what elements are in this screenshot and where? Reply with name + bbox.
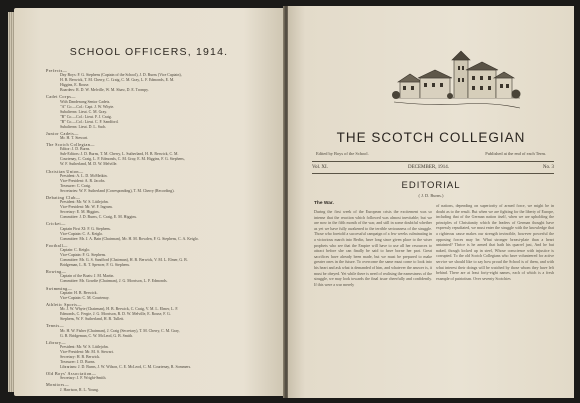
- officer-line: Vice-President: Mr. M. S. Stewart.: [60, 349, 114, 354]
- officer-line: Committee: J. D. Burns, C. Craig, E. M. Higgins.: [60, 215, 137, 220]
- officer-line: Subalterns: Lieut. D. L. Sach.: [60, 124, 107, 129]
- officer-section: [46, 323, 266, 338]
- officer-line: Mr. J. W. Whyte (Chairman), H. B. Berwick, C. Craig, V. M. L. Elmer, L. F.: [60, 307, 179, 312]
- school-building-illustration: [392, 48, 522, 114]
- officer-line: Vice-Captain: C. M. Courtenay.: [60, 295, 110, 300]
- officer-line: Committee: Mr. J. A. Bain (Chairman), Mr. H. M. Bowden, F. G. Stephens, C. A. Keiglo.: [60, 236, 199, 241]
- column-text: of nations, depending on superiority of armed force, we might be in doubt as to the result. But when we are fighting for the liberty of Europe, including that of the German nation itself, when we are upholding the principles of Christianity which the leaders of German thought have expressly repudiated, we must enter the struggle with the knowledge that a righteous cause makes our strength invincible, however powerful the opposing forces may be. What stronger breast-plate than a heart untainted? Thrice is he armed that hath his quarrel just, And he but naked, though locked up in steel, Whose conscience with injustice is corrupted. To the old Scotch Collegians who have volunteered for active service we should like to say how proud the School is of them, and with what interest their doings will be watched by those whom they have left behind. There are at least forty-eight names, each of which is a fresh example of patriotism. Over seventy Scotchies: [436, 203, 554, 281]
- officer-line: Higgins, E. Rouse.: [60, 83, 90, 88]
- officer-line: Vice-Captain: F. G. Stephens.: [60, 252, 107, 257]
- officer-line: Vice-Captain: C. A. Keiglo.: [60, 231, 104, 236]
- officer-line: Mr. H. T. Stewart.: [60, 135, 89, 140]
- officer-line: Sub-Editors: J. D. Burns, T. M. Cherry, L. Sutherland, H. B. Berwick, C. M.: [60, 152, 179, 157]
- officer-line: Mr. H. W. Fisher (Chairman), J. Craig (Secretary), T. M. Cherry, C. M. Gray,: [60, 328, 180, 333]
- volume-label: Vol. XI.: [312, 165, 328, 170]
- column-text: During the first week of the European crisis the excitement was so intense that the reaction which followed was almost inevitable; but we are now in the fifth month of the war, and still in some doubtful whether as yet we have fully awakened to the terrible seriousness of the struggle. Those who foretold a successful campaign of a few weeks culminating in a victorious march into Berlin, have long since given place to the wiser prophets who see that the Empire will have to use all her resources to attract before she can finally be said to have borne her part. Great sacrifices have already been made, but we must be prepared to make greater ones in the future. To overcome the same must come to look into his heart and ask what is demanded of him, and whatever the answer is, it must be obeyed. Yet while there is need of realising the earnestness of the struggle, we may look towards the final issue cheerfully and confidently. If this were a war merely: [314, 209, 432, 287]
- officer-line: Captain of the Boats: J. M. Martin.: [60, 274, 115, 279]
- officer-section: [46, 286, 266, 301]
- officer-line: Treasurer: C. Craig.: [60, 183, 91, 188]
- officer-section-heading: Swimming—: [46, 285, 73, 291]
- officer-line: Bridgeman, L. R. T. Spencer, F. G. Stephens.: [60, 262, 130, 267]
- officers-title: SCHOOL OFFICERS, 1914.: [69, 46, 229, 58]
- officer-section: [46, 94, 266, 129]
- officer-section: [46, 340, 266, 370]
- officer-section-heading: Cadet Corps—: [46, 94, 76, 100]
- officer-section-heading: Monitors—: [46, 382, 70, 388]
- officer-line: Stephens, W. F. Sutherland, H. B. Tullett.: [60, 317, 125, 322]
- masthead-title: THE SCOTCH COLLEGIAN: [336, 130, 526, 145]
- officer-line: Secretaries: W. F. Sutherland (Corresponding), T. M. Cherry (Recording).: [60, 188, 175, 193]
- officer-line: Captain: C. Keiglo.: [60, 247, 91, 252]
- officer-section: [46, 68, 266, 93]
- officer-line: Boarders: R. D. W. Melville, W. M. Shaw, D. E. Trompy.: [60, 88, 149, 93]
- officer-section: [46, 195, 266, 220]
- officer-line: W. F. Sutherland, M. D. W. Melville.: [60, 162, 118, 167]
- officer-line: H. B. Berwick, T. M. Cherry, C. Craig, C. M. Gray, L. F. Edmonds, E. M.: [60, 78, 175, 83]
- officer-line: Committee: Mr. Gowdie (Chairman), J. G. Morrison, L. F. Edmonds.: [60, 279, 168, 284]
- officer-line: Secretary: J. F. Wright-Smith.: [60, 376, 107, 381]
- officer-section-heading: The Scotch Collegian—: [46, 142, 95, 148]
- officer-section: [46, 382, 266, 392]
- officer-line: Courtenay, C. Craig, L. F. Edmonds, C. M. Gray, E. M. Higgins, F. G. Stephens,: [60, 157, 185, 162]
- officer-line: Captain: H. B. Berwick.: [60, 290, 98, 295]
- officer-section-heading: Junior Cadets—: [46, 130, 79, 136]
- officer-line: Treasurer: J. D. Burns.: [60, 359, 96, 364]
- left-page: [14, 8, 284, 396]
- officer-section: [46, 371, 266, 381]
- officer-section-heading: Tennis—: [46, 323, 65, 329]
- officer-section: [46, 269, 266, 284]
- officer-section: [46, 221, 266, 241]
- issue-date: DECEMBER, 1914.: [408, 165, 449, 170]
- officer-line: Vice-President: Mr. W. F. Ingram.: [60, 205, 113, 210]
- officer-section: [46, 302, 266, 322]
- officer-section-heading: Football—: [46, 242, 68, 248]
- officers-list: [46, 68, 266, 394]
- officer-line: Secretary: H. B. Berwick.: [60, 354, 101, 359]
- column-heading: The War.: [314, 201, 334, 206]
- officer-line: G. B. Bridgeman, C. W. McLeod, G. B. Smith.: [60, 333, 133, 338]
- right-page: [288, 6, 574, 398]
- officer-line: "B" Co.—Col.: Lieut. F. J. Craig.: [60, 114, 112, 119]
- officer-line: Librarians: J. D. Burns, J. W. Wilson, C. E. McLeod, C. M. Courtenay, R. Sommers.: [60, 364, 192, 369]
- published-text: Published at the end of each Term.: [485, 151, 546, 156]
- officer-line: President: Mr. W. S. Littlejohn.: [60, 344, 109, 349]
- editorial-author: ( J. D. Burns.): [418, 193, 444, 198]
- editorial-title: EDITORIAL: [401, 180, 461, 191]
- top-rule: [312, 161, 554, 162]
- officer-section: [46, 131, 266, 141]
- officer-section-heading: Prefects—: [46, 68, 68, 73]
- officer-line: Editor: J. D. Burns.: [60, 147, 91, 152]
- officer-section-heading: Library—: [46, 339, 66, 345]
- officer-section: [46, 142, 266, 167]
- editorial-column-1: [314, 201, 432, 385]
- officer-line: Committee: Mr. G. S. Sandford (Chairman), H. B. Berwick, V. M. L. Elmer, G. B.: [60, 257, 188, 262]
- officer-section-heading: Debating Club—: [46, 194, 81, 200]
- officer-line: President: Mr. W. S. Littlejohn.: [60, 200, 109, 205]
- editorial-column-2: [436, 203, 554, 381]
- officer-section-heading: Athletic Sports—: [46, 301, 82, 307]
- officer-line: President: A. L. D. McMeikin.: [60, 173, 108, 178]
- bottom-rule: [312, 173, 554, 174]
- officer-line: Subalterns: Lieut. C. M. Gray.: [60, 109, 108, 114]
- issue-number: No. 3: [542, 165, 554, 170]
- officer-line: Vice-President: A. R. Jacobs.: [60, 178, 106, 183]
- officer-line: Secretary: E. M. Higgins.: [60, 210, 100, 215]
- officer-line: J. Harrison, R. L. Young.: [60, 387, 99, 392]
- officer-section-heading: Cricket—: [46, 221, 66, 227]
- officer-section-heading: Old Boys' Association—: [46, 371, 97, 377]
- officer-section-heading: Rowing—: [46, 269, 67, 275]
- officer-section: [46, 169, 266, 194]
- edited-by-text: Edited by Boys of the School.: [316, 151, 369, 156]
- officer-line: "A" Co.—Col.: Capt. J. W. Whyte.: [60, 104, 115, 109]
- officer-line: Day Boys: F. G. Stephens (Captain of the School), J. D. Burns (Vice Captain),: [60, 73, 182, 78]
- officer-line: Captain First XI: F. G. Stephens.: [60, 226, 111, 231]
- officer-section: [46, 243, 266, 268]
- officer-line: "B" Co.—Col.: Lieut. C. F. Sandford.: [60, 119, 119, 124]
- officer-section-heading: Christian Union—: [46, 168, 84, 174]
- officer-line: With Dandenong Senior Cadets.: [60, 99, 111, 104]
- officer-line: Edmonds, C. Fergie, J. G. Morrison, R. D. W. Melville, E. Rouse, F. G.: [60, 312, 171, 317]
